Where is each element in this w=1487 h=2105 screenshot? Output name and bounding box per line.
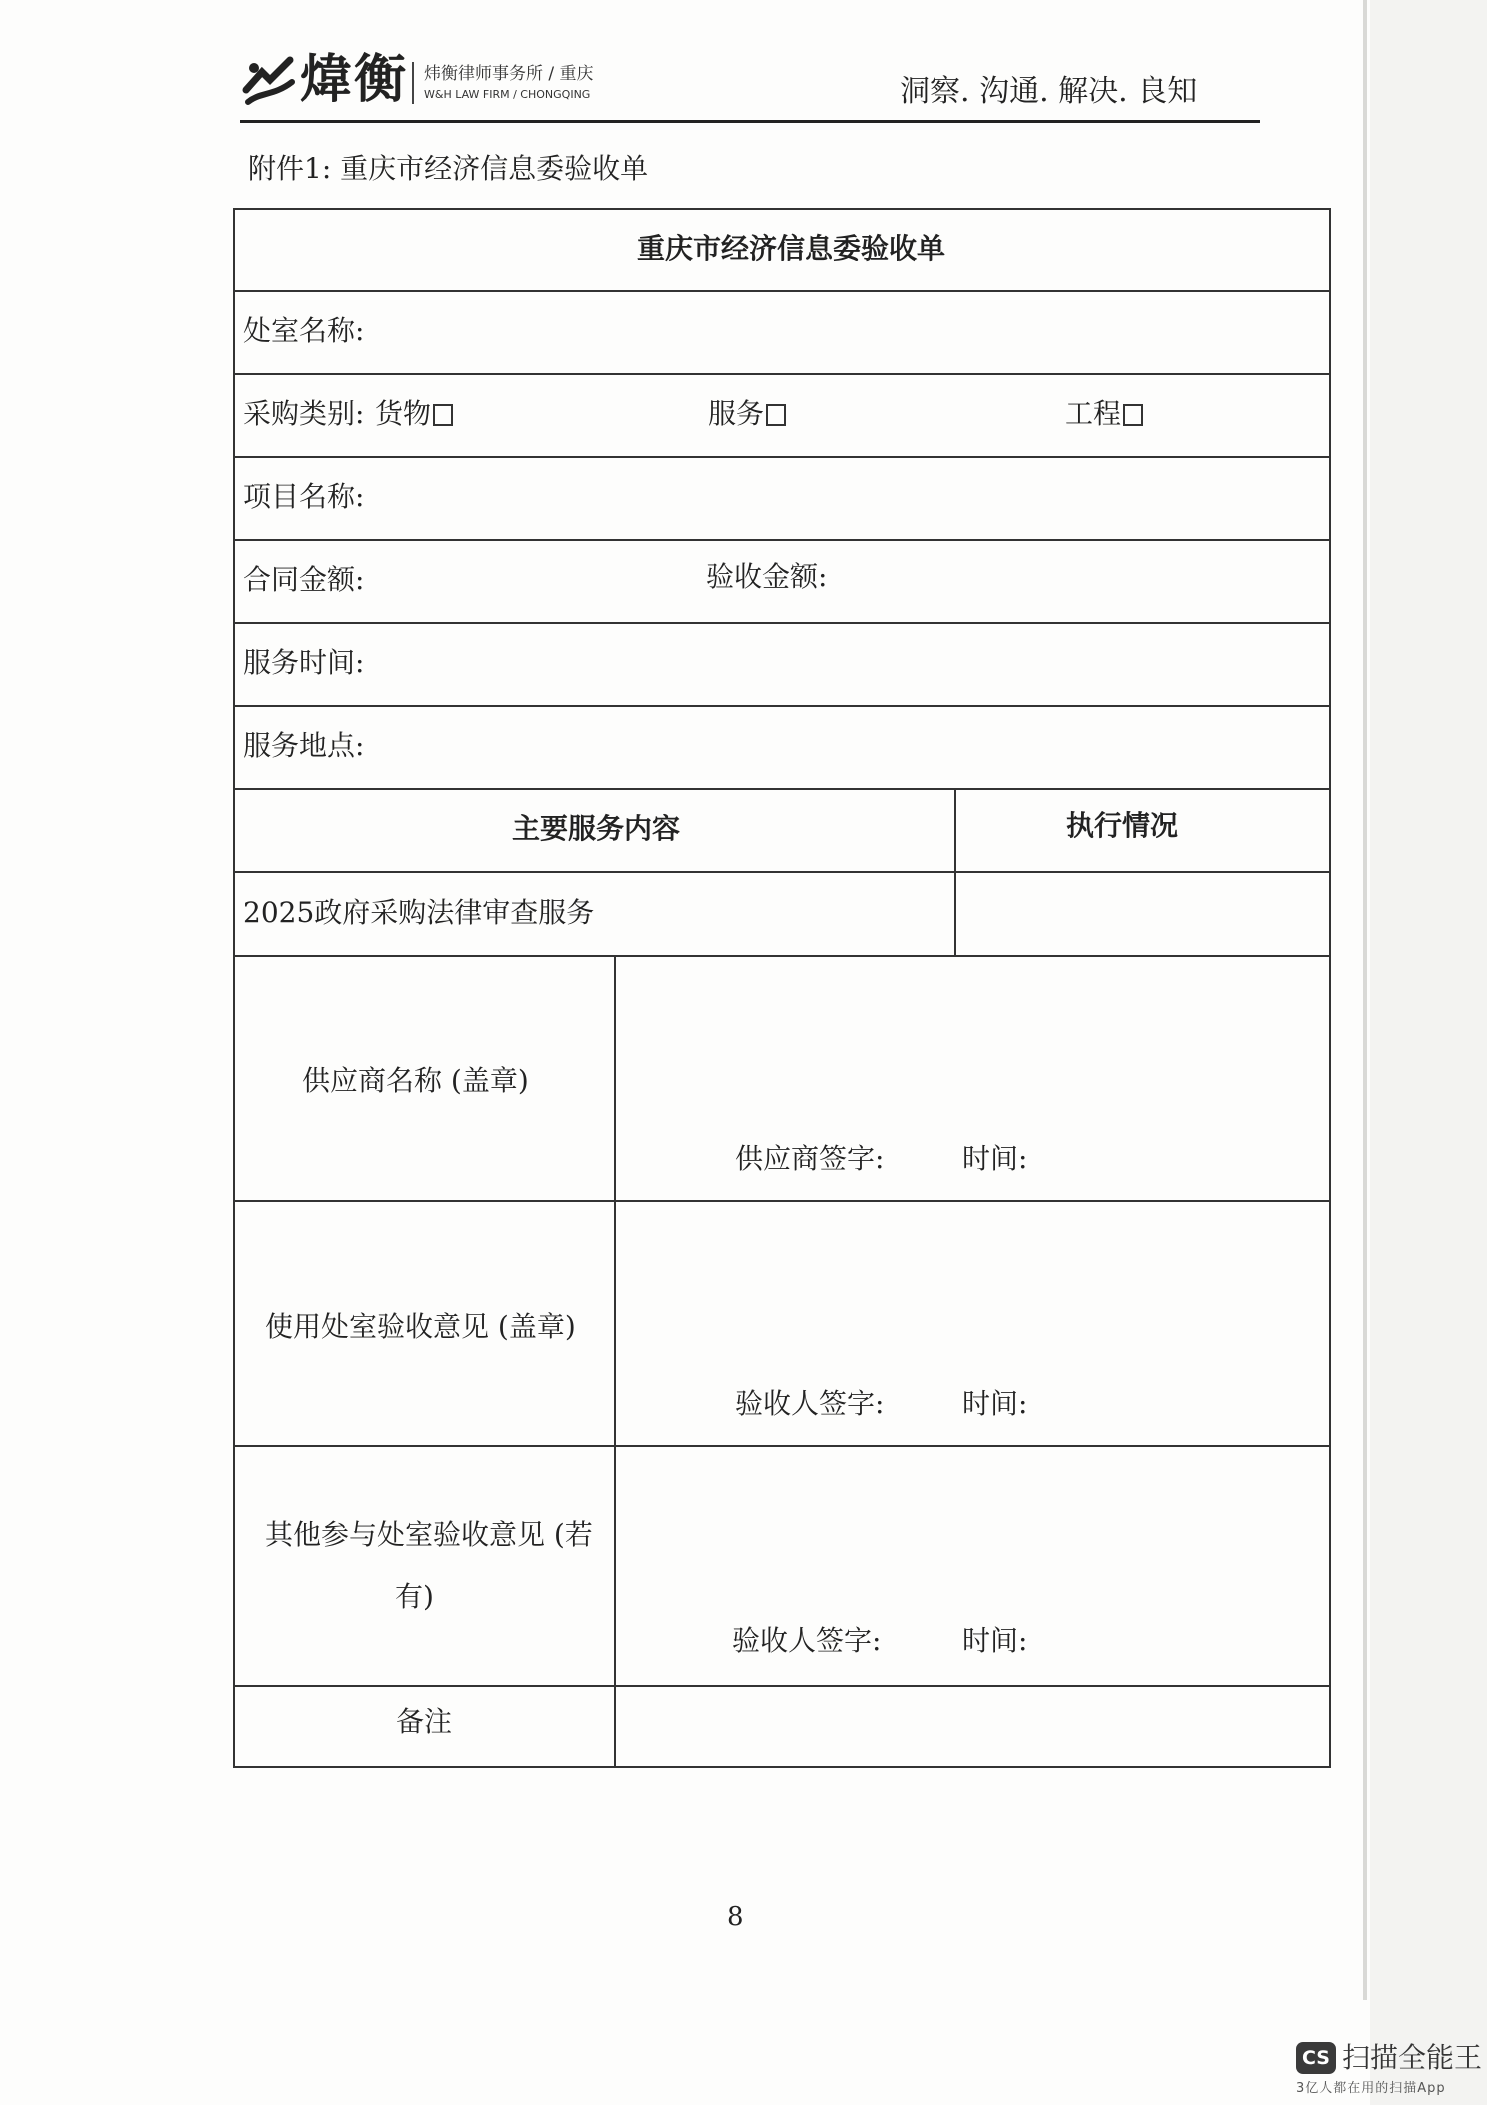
row-divider [233,539,1331,541]
scanner-app-tagline: 3亿人都在用的扫描App [1296,2081,1446,2096]
scanner-app-name: 扫描全能王 [1342,2041,1483,2074]
row-divider [233,1200,1331,1202]
project-name-label: 项目名称: [243,480,365,513]
remarks-label: 备注 [396,1705,453,1738]
acceptor-time-label: 时间: [962,1387,1028,1420]
column-divider [954,788,956,955]
row-divider [233,788,1331,790]
other-acceptor-sign-label: 验收人签字: [732,1624,882,1657]
row-divider [233,456,1331,458]
row-divider [233,705,1331,707]
option-engineering-label: 工程 [1065,397,1122,430]
contract-amount-label: 合同金额: [243,563,365,596]
firm-name-cn: 炜衡律师事务所 / 重庆 [424,64,594,84]
procurement-type-label: 采购类别: [243,397,365,430]
firm-logo-icon [240,52,298,110]
service-item: 2025政府采购法律审查服务 [243,896,595,929]
goods-checkbox[interactable] [433,404,453,426]
logo-divider [412,62,414,104]
service-location-label: 服务地点: [243,729,365,762]
option-service[interactable] [708,397,786,431]
attachment-title: 附件1: 重庆市经济信息委验收单 [248,152,649,185]
engineering-checkbox[interactable] [1123,404,1143,426]
column-divider [614,955,616,1768]
other-acceptor-time-label: 时间: [962,1624,1028,1657]
option-engineering[interactable] [1065,397,1143,431]
supplier-label: 供应商名称 (盖章) [302,1064,529,1097]
form-title: 重庆市经济信息委验收单 [637,232,946,265]
header-rule [240,120,1260,123]
firm-name-en: W&H LAW FIRM / CHONGQING [424,88,591,101]
row-divider [233,290,1331,292]
row-divider [233,1685,1331,1687]
option-goods-label: 货物 [375,397,432,430]
supplier-time-label: 时间: [962,1142,1028,1175]
row-divider [233,1445,1331,1447]
firm-slogan: 洞察. 沟通. 解决. 良知 [900,74,1198,109]
main-content-header: 主要服务内容 [512,812,681,845]
scan-margin [1370,0,1487,2105]
scanner-logo-icon: CS [1296,2042,1336,2074]
acceptance-amount-label: 验收金额: [706,560,828,593]
row-divider [233,373,1331,375]
other-dept-label-line2: 有) [395,1580,434,1613]
option-service-label: 服务 [708,397,765,430]
execution-header: 执行情况 [1066,809,1179,842]
row-divider [233,871,1331,873]
department-label: 处室名称: [243,314,365,347]
page-number: 8 [727,1902,744,1932]
other-dept-label-line1: 其他参与处室验收意见 (若 [265,1518,593,1551]
acceptor-sign-label: 验收人签字: [735,1387,885,1420]
row-divider [233,955,1331,957]
supplier-sign-label: 供应商签字: [735,1142,885,1175]
service-checkbox[interactable] [766,404,786,426]
row-divider [233,622,1331,624]
using-dept-label: 使用处室验收意见 (盖章) [265,1310,576,1343]
firm-logo-text: 煒衡 [300,49,409,110]
page-edge-shadow [1363,0,1367,2000]
service-time-label: 服务时间: [243,646,365,679]
option-goods[interactable] [375,397,453,431]
